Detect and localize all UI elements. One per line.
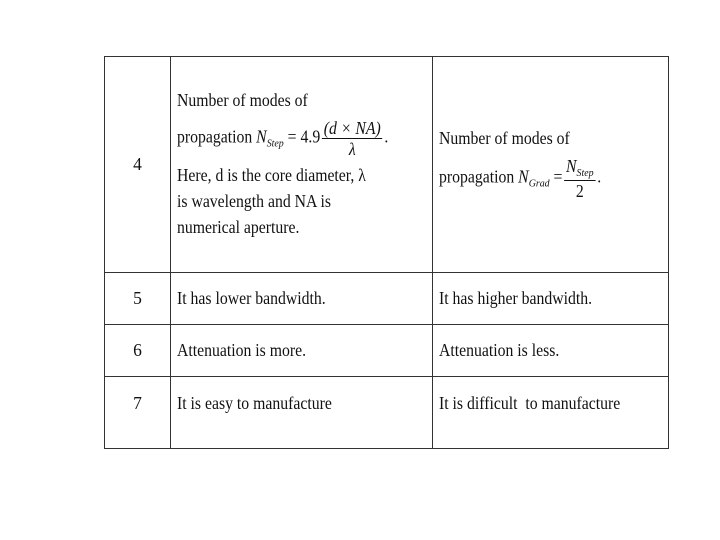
graded-symbol-n: N <box>518 166 529 187</box>
step-symbol-n: N <box>256 126 267 147</box>
graded-equals: = <box>553 166 563 187</box>
comparison-table <box>104 56 669 449</box>
graded-fraction-denominator: 2 <box>575 180 584 201</box>
graded-index-content <box>439 128 601 201</box>
step-line-4: is wavelength and NA is <box>177 191 331 212</box>
step-text: It is easy to manufacture <box>177 393 332 413</box>
graded-line-1: Number of modes of <box>439 128 570 149</box>
row-number <box>105 57 171 273</box>
step-text: It has lower bandwidth. <box>177 287 326 308</box>
step-text: Attenuation is more. <box>177 339 307 360</box>
row-number-text: 7 <box>133 393 142 413</box>
step-index-cell <box>171 273 433 325</box>
graded-text: It is difficult to manufacture <box>439 393 621 413</box>
step-index-cell <box>171 57 433 273</box>
graded-index-cell <box>433 325 669 377</box>
graded-fraction-n: N <box>566 156 577 177</box>
row-number-text: 6 <box>133 339 142 360</box>
graded-fraction <box>564 156 595 201</box>
step-index-cell <box>171 377 433 449</box>
step-subscript: Step <box>266 137 284 150</box>
step-fraction-numerator: (d × NA) <box>323 118 381 138</box>
graded-subscript: Grad <box>528 177 550 190</box>
row-number <box>105 377 171 449</box>
step-fraction <box>322 118 383 159</box>
row-number-text: 5 <box>133 287 142 308</box>
step-formula-prefix: propagation <box>177 126 253 147</box>
step-fraction-denominator: λ <box>348 139 356 160</box>
table-row <box>105 57 669 273</box>
step-line-1: Number of modes of <box>177 90 308 111</box>
table-row <box>105 325 669 377</box>
graded-fraction-subscript: Step <box>576 167 594 180</box>
row-number <box>105 325 171 377</box>
graded-index-cell <box>433 377 669 449</box>
table-row <box>105 273 669 325</box>
graded-formula-line <box>439 156 601 201</box>
step-index-content <box>177 90 388 239</box>
step-coefficient: = 4.9 <box>287 126 321 147</box>
graded-formula-suffix: . <box>597 166 602 187</box>
graded-text: It has higher bandwidth. <box>439 287 593 308</box>
row-number <box>105 273 171 325</box>
step-line-5: numerical aperture. <box>177 217 300 237</box>
graded-fraction-numerator <box>564 156 595 181</box>
row-number-text: 4 <box>133 153 142 174</box>
graded-formula-prefix: propagation <box>439 166 515 187</box>
step-index-cell <box>171 325 433 377</box>
graded-text: Attenuation is less. <box>439 339 560 360</box>
step-formula-line <box>177 118 388 159</box>
graded-index-cell <box>433 57 669 273</box>
graded-index-cell <box>433 273 669 325</box>
table-row <box>105 377 669 449</box>
step-formula-suffix: . <box>384 126 389 147</box>
step-line-3: Here, d is the core diameter, λ <box>177 165 366 186</box>
